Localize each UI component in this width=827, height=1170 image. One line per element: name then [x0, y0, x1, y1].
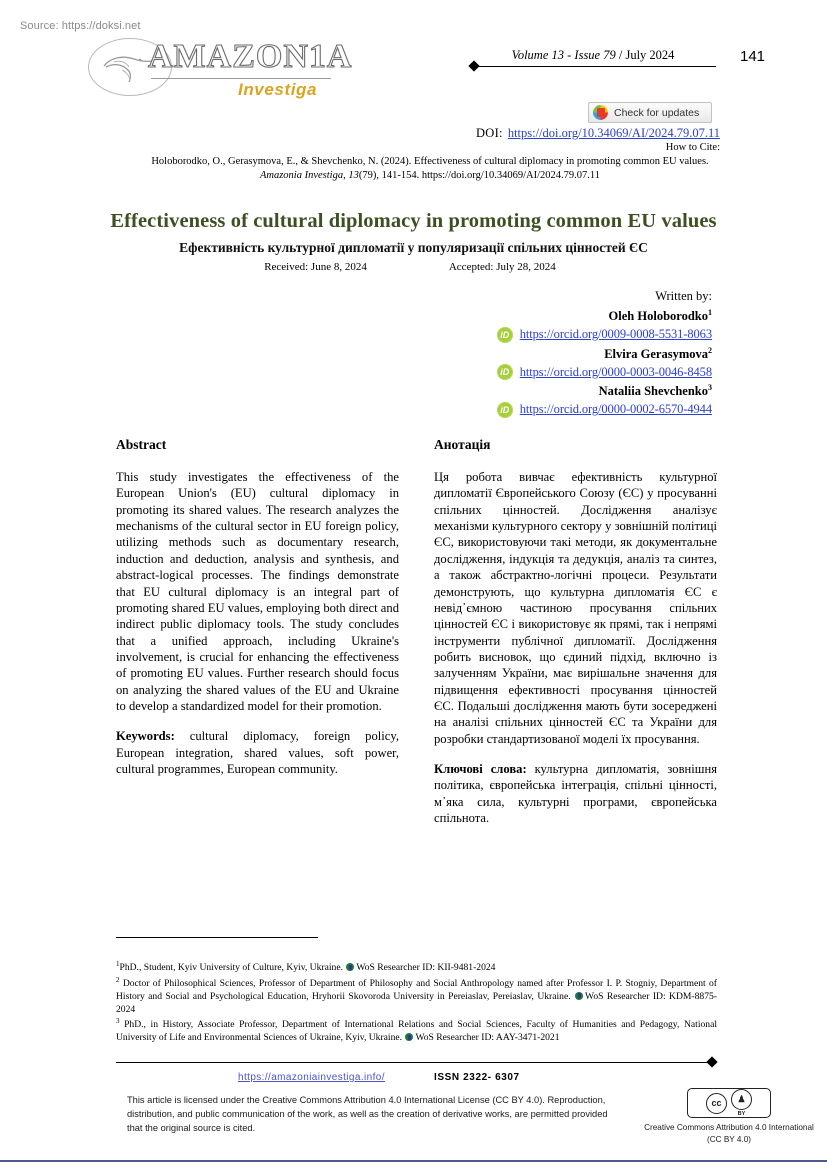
- page-title-english: Effectiveness of cultural diplomacy in promoting common EU values: [110, 209, 717, 232]
- footnote-1-marker: 1: [116, 960, 120, 968]
- issn-text: ISSN 2322- 6307: [434, 1072, 520, 1083]
- footer-rule: [116, 1062, 710, 1063]
- written-by-label: Written by:: [655, 289, 712, 303]
- orcid-link-2[interactable]: https://orcid.org/0000-0003-0046-8458: [519, 364, 712, 379]
- cc-circle-icon: cc: [706, 1093, 727, 1114]
- footnote-2: [116, 976, 717, 1016]
- how-to-cite-label: How to Cite:: [665, 142, 720, 153]
- crossmark-icon: [593, 105, 608, 120]
- doi-label: DOI:: [475, 126, 503, 140]
- doi-link[interactable]: https://doi.org/10.34069/AI/2024.79.07.11: [507, 126, 720, 140]
- citation-part-2: (79), 141-154. https://doi.org/10.34069/AI/2024.79.07.11: [358, 169, 601, 181]
- check-for-updates-button[interactable]: [588, 102, 712, 123]
- page-title-ukrainian: Ефективність культурної дипломатії у популяризації спільних цінностей ЄС: [179, 240, 648, 256]
- received-date: Received: June 8, 2024: [264, 261, 367, 273]
- footnote-1: [116, 960, 717, 975]
- abstract-body-ukrainian: Ця робота вивчає ефективність культурної дипломатії Європейського Союзу (ЄС) у просуванні спільних цінностей. Дослідження аналізує механізми культурного сектору у зовнішній політиці ЄС, використовуючи такі методи, як документальне дослідження, індукція та дедукція, аналіз та синтез, а також абстрактно-логічні процеси. Результати демонструють, що культурна дипломатія ЄС є невід᾽ємною частиною просування спільних цінностей ЄС і використовує як прямі, так і непрямі інструменти публічної дипломатії. Дослідження робить висновок, що єдиний підхід, включно із залученням України, має вирішальне значення для підвищення ефективності просування цінностей ЄС. Подальші дослідження мають бути зосереджені на аналізі спільних цінностей ЄС та України для розробки стандартизованої моделі їх просування.: [434, 470, 717, 746]
- author-1-text: Oleh Holoborodko: [608, 309, 708, 324]
- orcid-row-1[interactable]: [430, 327, 712, 343]
- cc-by-tag: BY: [737, 1111, 746, 1117]
- orcid-icon: iD: [497, 402, 513, 418]
- footnote-2-text-before: Doctor of Philosophical Sciences, Professor of Department of Philosophy and Social Anthropology named after Professor I. P. Stogniy, Department of History and Social and Psychological Education, Hryhorii Skovoroda University in Pereiaslav, Pereiaslav, Ukraine.: [116, 978, 717, 1002]
- keywords-english: [116, 728, 399, 777]
- orcid-icon: iD: [497, 364, 513, 380]
- footnote-3-text-after: WoS Researcher ID: AAY-3471-2021: [415, 1032, 560, 1044]
- creative-commons-block: [641, 1088, 817, 1147]
- author-3-text: Nataliia Shevchenko: [598, 384, 708, 399]
- author-2-footnote-marker: 2: [708, 345, 712, 355]
- author-name-1: [430, 307, 712, 326]
- orcid-link-1[interactable]: https://orcid.org/0009-0008-5531-8063: [519, 327, 712, 342]
- orcid-row-3[interactable]: [430, 402, 712, 418]
- footnote-separator: [116, 937, 318, 938]
- wos-researcher-icon: [405, 1033, 413, 1041]
- abstract-body-english: This study investigates the effectiveness of the European Union's (EU) cultural diplomacy in promoting its shared values. The research analyzes the mechanisms of the cultural sector in EU foreign policy, utilizing methods such as documentary research, induction and deduction, analysis and synthesis, and abstract-logical processes. The findings demonstrate that EU cultural diplomacy is an integral part of promoting shared EU values, employing both direct and indirect public diplomacy tools. The study concludes that a unified approach, including Ukraine's involvement, is crucial for enhancing the effectiveness of promoting EU values. Further research should focus on analyzing the shared values of the EU and Ukraine to develop a standardized model for their promotion.: [116, 470, 399, 714]
- abstract-column-ukrainian: [434, 437, 717, 841]
- orcid-row-2[interactable]: [430, 364, 712, 380]
- author-name-2: [430, 345, 712, 364]
- header-rule: [474, 66, 716, 67]
- wos-researcher-icon: [346, 963, 354, 971]
- footnote-2-text-after: WoS Researcher ID: KDM-8875-2024: [116, 990, 718, 1015]
- keywords-label-ukrainian: Ключові слова:: [434, 762, 527, 777]
- journal-website-link[interactable]: https://amazoniainvestiga.info/: [238, 1072, 385, 1083]
- volume-issue-text: Volume 13 - Issue 79: [511, 48, 616, 62]
- footnote-3-text-before: PhD., in History, Associate Professor, Department of International Relations and Social Sciences, Faculty of Humanities and Pedagogy, National University of Life and Environmental Sciences of Ukraine, Kyiv, Ukraine.: [116, 1019, 717, 1044]
- citation-part-1: Holoborodko, O., Gerasymova, E., & Shevchenko, N. (2024). Effectiveness of cultural diplomacy in promoting common EU values.: [151, 156, 709, 167]
- keywords-label-english: Keywords:: [116, 729, 175, 744]
- logo-underline: [151, 78, 331, 79]
- footer-diamond-icon: [706, 1056, 717, 1067]
- abstract-heading-english: Abstract: [116, 437, 167, 452]
- abstract-column-english: [116, 437, 399, 791]
- journal-wordmark: AMAZON1A: [148, 38, 353, 75]
- orcid-icon: iD: [497, 327, 513, 343]
- abstract-heading-ukrainian: Анотація: [434, 437, 491, 452]
- crossmark-label: Check for updates: [614, 106, 700, 119]
- citation-text: [140, 155, 720, 183]
- cc-by-wrap: [731, 1089, 752, 1117]
- keywords-ukrainian: [434, 761, 717, 826]
- author-1-footnote-marker: 1: [708, 307, 712, 317]
- footnote-1-text-before: PhD., Student, Kyiv University of Culture, Kyiv, Ukraine.: [119, 962, 346, 974]
- page-number: 141: [740, 48, 766, 65]
- doi-line: [300, 126, 720, 141]
- cc-by-badge-icon: [687, 1088, 771, 1118]
- author-name-3: [430, 382, 712, 401]
- page-bottom-border: [0, 1160, 827, 1162]
- author-2-text: Elvira Gerasymova: [604, 346, 708, 361]
- license-text: This article is licensed under the Creative Commons Attribution 4.0 International License (CC BY 4.0). Reproduction, distribution, and public communication of the work, as well as the creation of derivative works, are permitted provided that the original source is cited.: [127, 1095, 608, 1133]
- footnote-2-marker: 2: [116, 975, 120, 984]
- journal-masthead: [88, 36, 358, 106]
- volume-issue-line: [468, 48, 718, 63]
- issue-date-text: / July 2024: [618, 48, 675, 62]
- orcid-link-3[interactable]: https://orcid.org/0000-0002-6570-4944: [519, 402, 712, 417]
- accepted-date: Accepted: July 28, 2024: [448, 261, 556, 273]
- journal-subtitle: Investiga: [238, 80, 318, 99]
- author-3-footnote-marker: 3: [708, 383, 712, 393]
- footnotes-block: [116, 960, 717, 1046]
- author-block: [430, 288, 712, 419]
- keywords-list-english: cultural diplomacy, foreign policy, European integration, shared values, soft power, cultural programmes, European community.: [116, 729, 399, 777]
- footnote-3: [116, 1017, 717, 1045]
- cc-person-icon: ♟: [731, 1089, 752, 1110]
- footnote-3-marker: 3: [116, 1017, 120, 1026]
- keywords-list-ukrainian: культурна дипломатія, зовнішня політика, європейська інтеграція, спільні цінності, м᾽яка сила, культурні програми, європейська спільнота.: [434, 762, 717, 826]
- wos-researcher-icon: [575, 992, 583, 1000]
- footnote-1-text-after: WoS Researcher ID: KII-9481-2024: [356, 962, 496, 974]
- citation-journal: Amazonia Investiga, 13: [259, 169, 359, 181]
- source-watermark: Source: https://doksi.net: [20, 20, 141, 32]
- cc-caption: Creative Commons Attribution 4.0 International (CC BY 4.0): [644, 1123, 814, 1145]
- submission-dates: [160, 261, 660, 273]
